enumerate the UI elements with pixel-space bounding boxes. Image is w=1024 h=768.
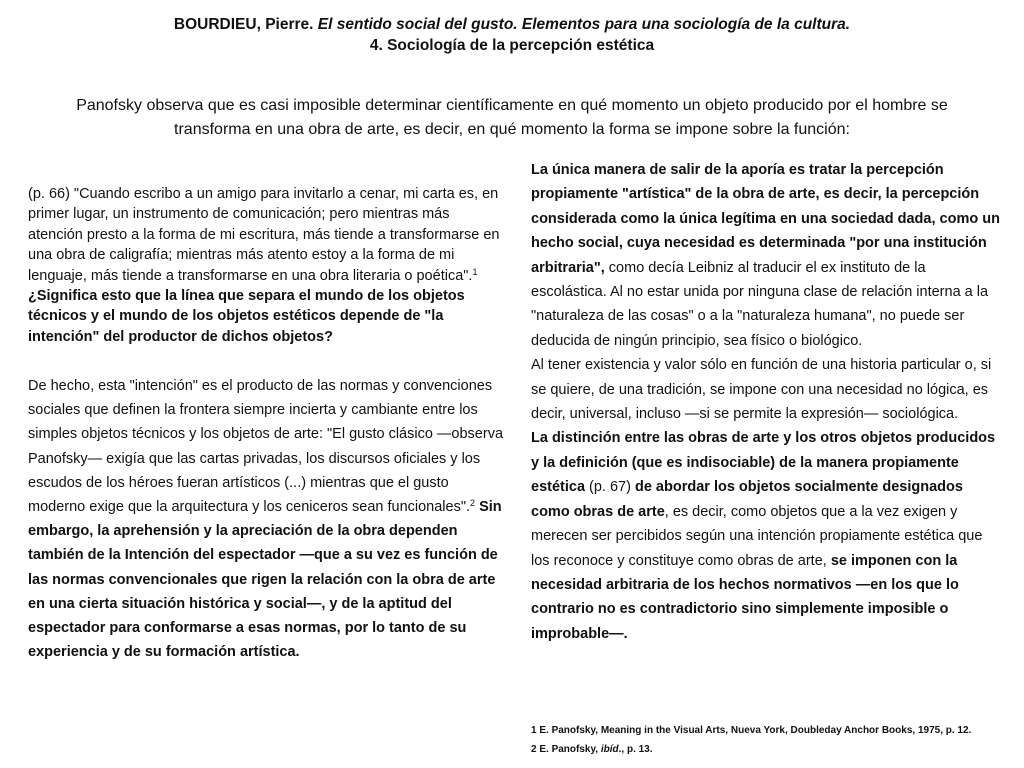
right-p1-text: como decía Leibniz al traducir el ex instituto de la escolástica. Al no estar unida por ninguna clase de relación interna a la "naturaleza de las cosas" o a la "naturaleza humana", no puede ser deducida de ningún principio, sea físico o biológico. <box>531 259 989 349</box>
footnote-2-pre: 2 E. Panofsky, <box>531 744 601 755</box>
intro-paragraph: Panofsky observa que es casi imposible determinar científicamente en qué momento un objeto producido por el hombre se transforma en una obra de arte, es decir, en qué momento la forma se impone sobre la función: <box>76 97 948 138</box>
quote-text: (p. 66) "Cuando escribo a un amigo para invitarlo a cenar, mi carta es, en primer lugar, un instrumento de comunicación; pero mientras más atención presto a la forma de mi escritura, más tiende a transformarse en una obra de caligrafía; mientras más atento estoy a la forma de mi lenguaje, más tiende a transformarse en una obra literaria o poética". <box>28 186 500 284</box>
main-bold-lead: Sin embargo, <box>28 499 502 540</box>
footnote-1: 1 E. Panofsky, Meaning in the Visual Arts, Nueva York, Doubleday Anchor Books, 1975, p. 12. <box>531 725 972 736</box>
left-main-paragraph <box>28 374 506 664</box>
footnote-ref-1: 1 <box>472 266 478 277</box>
section-subtitle: 4. Sociología de la percepción estética <box>369 37 655 54</box>
right-p3-text-a: (p. 67) <box>585 479 635 496</box>
right-p3-bold-c: se imponen con la necesidad arbitraria de los hechos normativos —en los que lo contrario no es contradictorio sino simplemente imposible o improbable—. <box>531 552 959 642</box>
right-column <box>531 158 1001 646</box>
footnote-ref-2: 2 <box>470 498 476 509</box>
document-header <box>0 14 1024 56</box>
left-quote-paragraph <box>28 184 506 347</box>
main-text: De hecho, esta "intención" es el producto de las normas y convenciones sociales que definen la frontera siempre incierta y cambiante entre los simples objetos técnicos y los objetos de arte: "El gusto clásico —observa Panofsky— exigía que las cartas privadas, los discursos oficiales y los escudos de los héroes fueran artísticos (...) mientras que el gusto moderno exige que la arquitectura y los ceniceros sean funcionales". <box>28 378 504 516</box>
title-author: BOURDIEU, Pierre. <box>173 16 314 33</box>
right-p1-bold: La única manera de salir de la aporía es tratar la percepción propiamente "artística" de la obra de arte, es decir, la percepción considerada como la única legítima en una sociedad dada, como un hecho social, cuya necesidad es determinada "por una institución arbitraria", <box>531 162 1000 276</box>
footnotes <box>531 721 1011 759</box>
right-p3-text-b: , es decir, como objetos que a la vez exigen y merecen ser percibidos según una intención propiamente estética que los reconoce y constituye como obras de arte, <box>531 503 983 569</box>
document-title <box>0 14 1024 35</box>
right-paragraph-2: Al tener existencia y valor sólo en función de una historia particular o, si se quiere, de una tradición, se impone con una necesidad no lógica, es decir, universal, incluso —si se permite la expresión— sociológica. <box>531 357 992 423</box>
footnote-2 <box>531 740 1011 759</box>
quote-question: ¿Significa esto que la línea que separa el mundo de los objetos técnicos y el mundo de los objetos estéticos depende de "la intención" del productor de dichos objetos? <box>28 288 465 345</box>
footnote-2-post: ., p. 13. <box>618 744 653 755</box>
right-paragraph-1 <box>531 158 1001 353</box>
right-paragraph-3 <box>531 426 1001 646</box>
right-p3-bold-b: de abordar los objetos socialmente designados como obras de arte <box>531 479 963 520</box>
main-bold-text: la aprehensión y la apreciación de la obra dependen también de la Intención del espectador —que a su vez es función de las normas convencionales que rigen la relación con la obra de arte en una cierta situación histórica y social—, y de la aptitud del espectador para conformarse a esas normas, por lo tanto de su experiencia y de su formación artística. <box>28 523 498 661</box>
title-work: El sentido social del gusto. Elementos para una sociología de la cultura. <box>317 16 851 33</box>
footnote-2-italic: ibíd <box>600 744 619 755</box>
right-p3-bold-a: La distinción entre las obras de arte y los otros objetos producidos y la definición (que es indisociable) de la manera propiamente estética <box>531 430 996 496</box>
